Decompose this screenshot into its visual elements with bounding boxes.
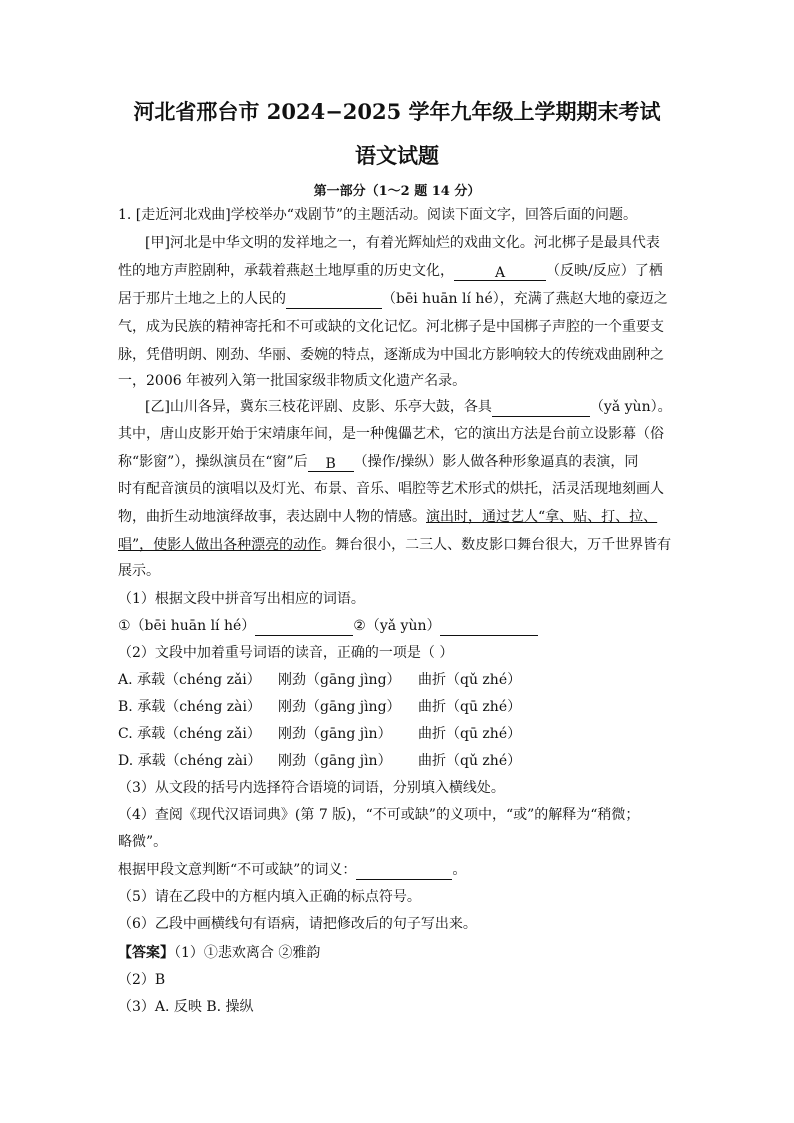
- option-a-word2: 刚劲（gāng jìng）: [278, 672, 401, 688]
- passage-jia-line: 脉，凭借明朗、刚劲、华丽、委婉的特点，逐渐成为中国北方影响较大的传统戏曲剧种之: [118, 347, 664, 363]
- sub-question-3: （3）从文段的括号内选择符合语境的词语，分别填入横线处。: [118, 780, 505, 796]
- passage-jia-line: 气，成为民族的精神寄托和不可或缺的文化记忆。河北梆子是中国梆子声腔的一个重要支: [118, 319, 664, 335]
- passage-text: 。舞台很小，二三人、数皮影口舞台很大，万千世界皆有: [321, 537, 672, 553]
- passage-jia-line: [118, 261, 663, 281]
- exam-title: 河北省邢台市 2024−2025 学年九年级上学期期末考试: [133, 99, 661, 124]
- prompt-end: 。: [452, 862, 467, 878]
- passage-jia-line: [甲]河北是中华文明的发祥地之一，有着光辉灿烂的戏曲文化。河北梆子是最具代表: [145, 235, 660, 251]
- passage-yi-line: [118, 535, 671, 555]
- option-c-word3: 曲折（qū zhé）: [418, 726, 522, 742]
- sub-question-2: （2）文段中加着重号词语的读音，正确的一项是（ ）: [118, 645, 454, 661]
- option-row: [118, 670, 678, 690]
- underlined-sentence: 演出时，通过艺人“拿、贴、打、拉、: [426, 509, 658, 525]
- blank-pinyin-1: [286, 291, 382, 309]
- answer-blank-1: [255, 618, 353, 636]
- option-a-word1: A. 承载（chéng zǎi）: [118, 672, 261, 688]
- passage-text: 性的地方声腔剧种，承载着燕赵土地厚重的历史文化，: [118, 263, 454, 279]
- sub-question-4: （4）查阅《现代汉语词典》(第 7 版)，“不可或缺”的义项中，“或”的解释为“稍微；: [118, 807, 640, 823]
- option-d-word3: 曲折（qǔ zhé）: [418, 753, 522, 769]
- passage-text: [乙]山川各异，冀东三枝花评剧、皮影、乐亭大鼓，各具: [145, 399, 492, 415]
- passage-text: （bēi huān lí hé），充满了燕赵大地的豪迈之: [382, 291, 668, 307]
- prompt-text: 根据甲段文意判断“不可或缺”的词义：: [118, 862, 357, 878]
- passage-yi-line: [118, 452, 638, 472]
- sub-question-1: （1）根据文段中拼音写出相应的词语。: [118, 591, 365, 607]
- passage-text: （yǎ yùn）。: [589, 399, 672, 415]
- option-row: [118, 724, 678, 744]
- passage-text: 居于那片土地之上的人民的: [118, 291, 286, 307]
- pinyin-prompt-1: ①（bēi huān lí hé）: [118, 618, 256, 634]
- blank-b: B: [308, 454, 354, 472]
- question-1-intro: 1. [走近河北戏曲]学校举办“戏剧节”的主题活动。阅读下面文字，回答后面的问题。: [118, 207, 638, 223]
- passage-jia-line: [118, 289, 668, 309]
- sub-question-1-answer-line: [118, 616, 538, 636]
- option-row: [118, 751, 678, 771]
- passage-text: （操作/操纵）影人做各种形象逼真的表演，同: [353, 454, 639, 470]
- option-b-word3: 曲折（qū zhé）: [418, 699, 522, 715]
- sub-question-4-prompt: [118, 860, 466, 880]
- exam-subject-title: 语文试题: [355, 143, 439, 168]
- blank-a: A: [454, 263, 546, 281]
- pinyin-prompt-2: ②（yǎ yùn）: [353, 618, 441, 634]
- option-c-word1: C. 承载（chéng zǎi）: [118, 726, 261, 742]
- sub-question-6: （6）乙段中画横线句有语病，请把修改后的句子写出来。: [118, 916, 477, 932]
- passage-text: 称“影窗”），操纵演员在“窗”后: [118, 454, 308, 470]
- sub-question-5: （5）请在乙段中的方框内填入正确的标点符号。: [118, 889, 421, 905]
- answer-line-1: [118, 943, 320, 963]
- answer-line-2: （2）B: [118, 972, 166, 988]
- passage-jia-line: 一，2006 年被列入第一批国家级非物质文化遗产名录。: [118, 373, 467, 389]
- answer-1-text: （1）①悲欢离合 ②雅韵: [174, 945, 321, 961]
- option-d-word1: D. 承载（chéng zài）: [118, 753, 262, 769]
- option-a-word3: 曲折（qǔ zhé）: [418, 672, 522, 688]
- passage-yi-line: [118, 507, 657, 527]
- answer-blank-meaning: [356, 862, 452, 880]
- option-b-word1: B. 承载（chéng zài）: [118, 699, 261, 715]
- passage-text: 物，曲折生动地演绎故事，表达剧中人物的情感。: [118, 509, 426, 525]
- sub-question-4-cont: 略微”。: [118, 834, 168, 850]
- passage-text: （反映/反应）了栖: [546, 263, 663, 279]
- passage-yi-line: 时有配音演员的演唱以及灯光、布景、音乐、唱腔等艺术形式的烘托，活灵活现地刻画人: [118, 481, 664, 497]
- passage-yi-line: 展示。: [118, 563, 160, 579]
- option-d-word2: 刚劲（gāng jìn）: [278, 753, 392, 769]
- option-row: [118, 697, 678, 717]
- option-c-word2: 刚劲（gāng jìn）: [278, 726, 392, 742]
- part-heading: 第一部分（1～2 题 14 分）: [313, 184, 481, 199]
- passage-yi-line: [145, 397, 672, 417]
- underlined-sentence: 唱”，使影人做出各种漂亮的动作: [118, 537, 322, 553]
- blank-pinyin-2: [492, 399, 590, 417]
- option-b-word2: 刚劲（gāng jìng）: [278, 699, 401, 715]
- answer-line-3: （3）A. 反映 B. 操纵: [118, 999, 254, 1015]
- answer-blank-2: [440, 618, 538, 636]
- passage-yi-line: 其中，唐山皮影开始于宋靖康年间，是一种傀儡艺术，它的演出方法是台前立设影幕（俗: [118, 426, 664, 442]
- answer-label: 【答案】: [118, 945, 174, 961]
